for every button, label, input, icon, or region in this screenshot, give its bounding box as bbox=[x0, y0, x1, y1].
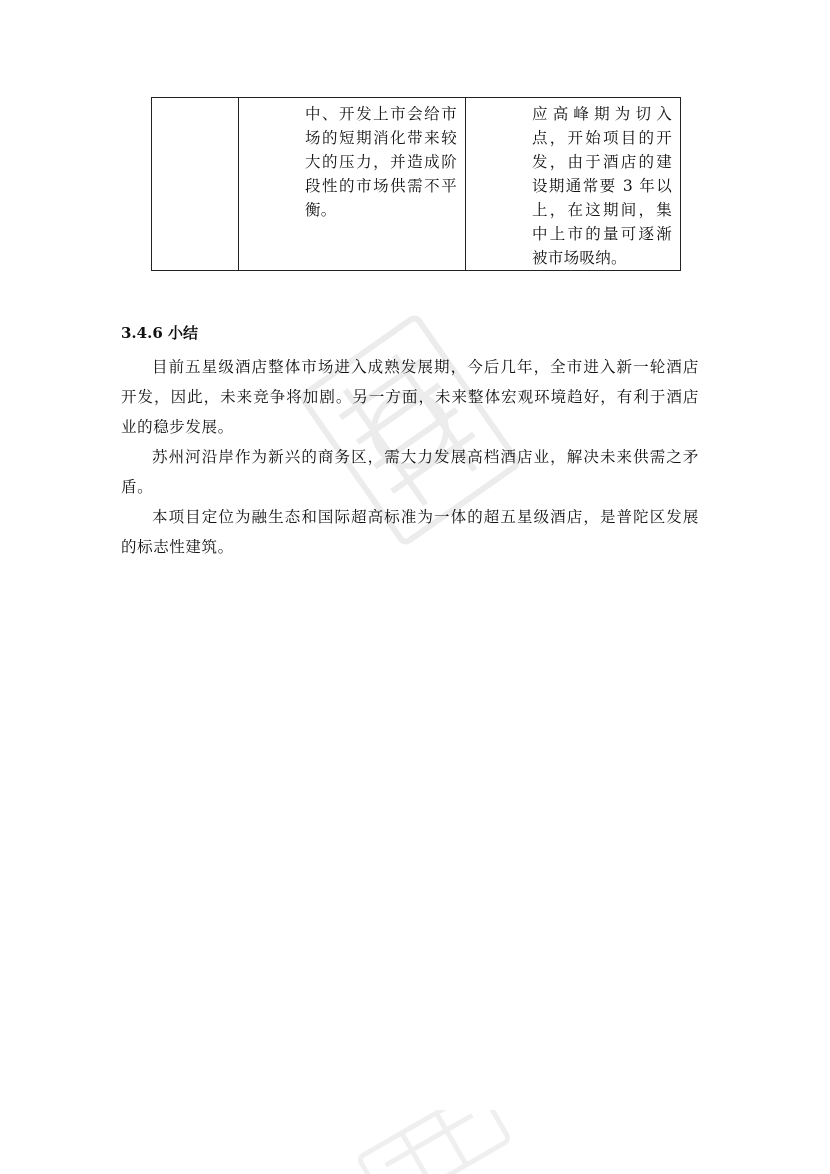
paragraph-project-positioning: 本项目定位为融生态和国际超高标准为一体的超五星级酒店，是普陀区发展的标志性建筑。 bbox=[121, 508, 699, 556]
table-cell-blank bbox=[152, 98, 239, 271]
table-cell-issue bbox=[239, 98, 466, 271]
table-cell-issue-text: 中、开发上市会给市场的短期消化带来较大的压力，并造成阶段性的市场供需不平衡。 bbox=[305, 105, 457, 219]
table-row bbox=[152, 98, 681, 271]
watermark-logo-bottom-icon bbox=[330, 1110, 530, 1174]
paragraph-market-outlook: 目前五星级酒店整体市场进入成熟发展期，今后几年，全市进入新一轮酒店开发，因此，未来竞争将加剧。另一方面，未来整体宏观环境趋好，有利于酒店业的稳步发展。 bbox=[121, 358, 699, 436]
table-cell-strategy bbox=[466, 98, 681, 271]
section-heading: 3.4.6 小结 bbox=[121, 324, 198, 342]
section-body bbox=[121, 352, 699, 562]
table-cell-strategy-text: 应高峰期为切入点，开始项目的开发，由于酒店的建设期通常要 3 年以上，在这期间，集中上市的量可逐渐被市场吸纳。 bbox=[532, 105, 672, 267]
paragraph-suzhou-river: 苏州河沿岸作为新兴的商务区，需大力发展高档酒店业，解决未来供需之矛盾。 bbox=[121, 448, 699, 496]
market-analysis-table bbox=[151, 97, 681, 271]
